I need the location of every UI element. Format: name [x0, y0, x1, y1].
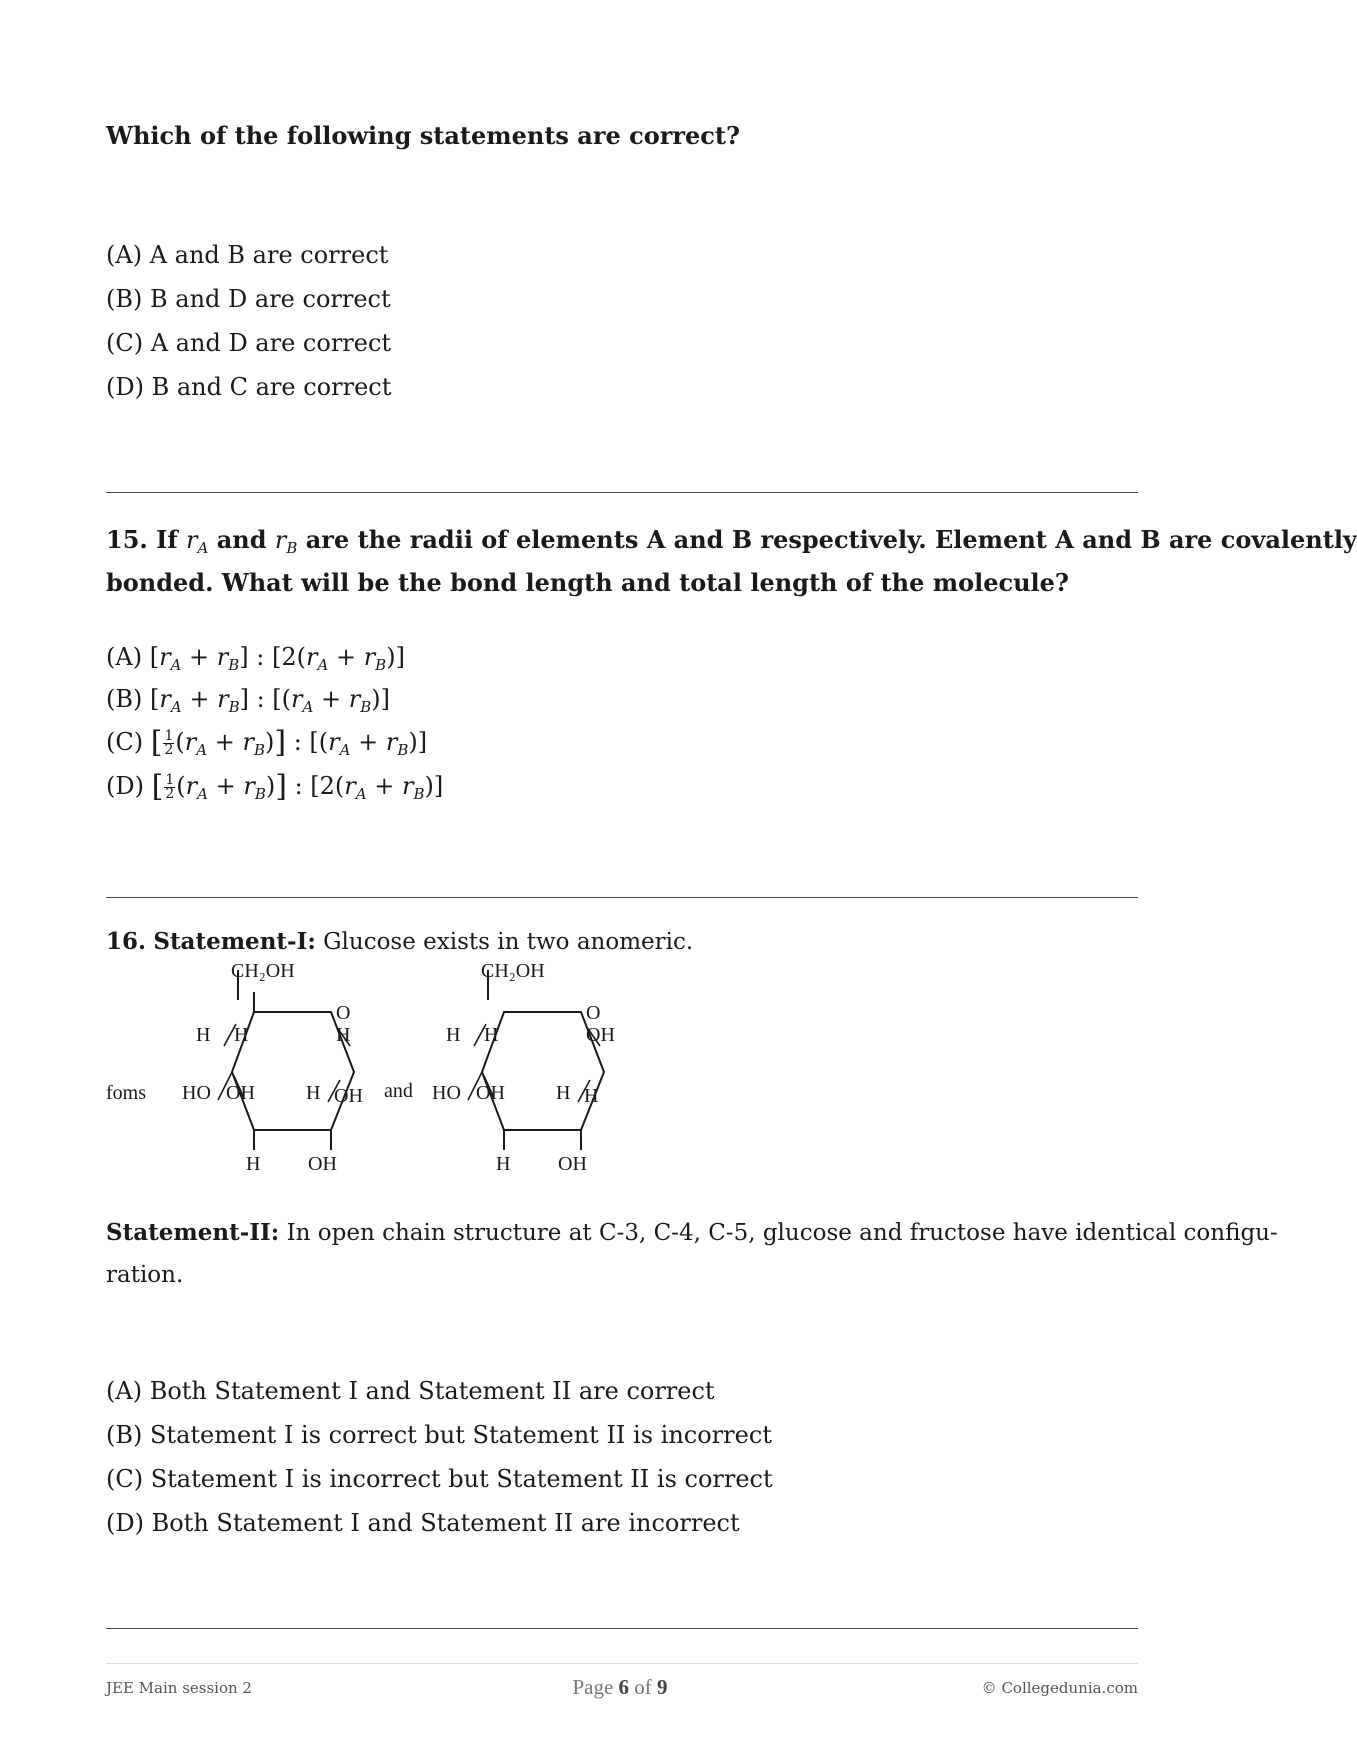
q16-statement-2-cont: ration. [106, 1262, 184, 1288]
svg-text:H: H [196, 1024, 211, 1046]
ring2-o: O [586, 1002, 601, 1024]
ring2-ch2oh: CH₂OH [481, 960, 545, 982]
svg-text:H: H [496, 1153, 511, 1175]
q14-option-c[interactable]: (C) A and D are correct [106, 329, 392, 357]
svg-text:HO: HO [432, 1082, 461, 1104]
q15-option-d[interactable]: (D) [ $\frac{1}{2}$ $(r_A + r_B)$] : $[2(r_A + r_B)]$ [106, 769, 444, 804]
svg-text:H: H [556, 1082, 571, 1104]
svg-text:H: H [584, 1085, 599, 1107]
q16-option-c[interactable]: (C) Statement I is incorrect but Statement II is correct [106, 1465, 773, 1493]
q16-option-a[interactable]: (A) Both Statement I and Statement II are correct [106, 1377, 715, 1405]
q15-rb: r [274, 526, 287, 554]
q15-prefix: If [156, 525, 178, 554]
q16-statement-2: Statement-II: In open chain structure at C-3, C-4, C-5, glucose and fructose have identical configu- [106, 1219, 1278, 1246]
q15-line1-rest: are the radii of elements A and B respectively. Element A and B are covalently [305, 525, 1357, 554]
ring1-ch2oh: CH₂OH [231, 960, 295, 982]
divider [106, 492, 1138, 493]
svg-text:OH: OH [226, 1082, 255, 1104]
q14-option-a[interactable]: (A) A and B are correct [106, 241, 389, 269]
footer-copyright: © Collegedunia.com [981, 1679, 1138, 1697]
svg-text:OH: OH [586, 1024, 615, 1046]
q16-statement-1: 16. Statement-I: Glucose exists in two anomeric. [106, 928, 694, 955]
svg-text:OH: OH [558, 1153, 587, 1175]
q14-option-b[interactable]: (B) B and D are correct [106, 285, 391, 313]
svg-text:OH: OH [476, 1082, 505, 1104]
svg-text:H: H [484, 1024, 499, 1046]
ring1-o: O [336, 1002, 351, 1024]
q15-number: 15. [106, 525, 148, 554]
page-indicator: Page 6 of 9 [572, 1675, 668, 1699]
glucose-anomers-diagram [106, 960, 666, 1180]
q15-option-a[interactable]: (A) $[r_A + r_B]$ : $[2(r_A + r_B)]$ [106, 643, 405, 674]
divider [106, 1628, 1138, 1629]
svg-text:OH: OH [334, 1085, 363, 1107]
q15-line2: bonded. What will be the bond length and total length of the molecule? [106, 568, 1069, 597]
q14-question: Which of the following statements are correct? [106, 121, 741, 150]
and-label: and [384, 1080, 413, 1102]
q15-and: and [216, 525, 267, 554]
q15-option-b[interactable]: (B) $[r_A + r_B]$ : $[(r_A + r_B)]$ [106, 685, 390, 716]
footer-divider [106, 1663, 1138, 1664]
svg-text:H: H [306, 1082, 321, 1104]
divider [106, 897, 1138, 898]
q15-question: 15. If $r_A$ and $r_B$ are the radii of elements A and B respectively. Element A and B are covalently [106, 525, 1357, 557]
svg-text:H: H [234, 1024, 249, 1046]
q14-option-d[interactable]: (D) B and C are correct [106, 373, 392, 401]
foms-label: foms [106, 1082, 146, 1104]
q15-ra: r [186, 526, 198, 554]
q16-option-d[interactable]: (D) Both Statement I and Statement II are incorrect [106, 1509, 740, 1537]
svg-text:H: H [446, 1024, 461, 1046]
q16-option-b[interactable]: (B) Statement I is correct but Statement II is incorrect [106, 1421, 772, 1449]
footer-exam-name: JEE Main session 2 [106, 1679, 252, 1697]
svg-text:HO: HO [182, 1082, 211, 1104]
q15-option-c[interactable]: (C) [ $\frac{1}{2}$ $(r_A + r_B)$] : $[(r_A + r_B)]$ [106, 725, 428, 760]
svg-text:H: H [336, 1024, 351, 1046]
svg-text:OH: OH [308, 1153, 337, 1175]
svg-text:H: H [246, 1153, 261, 1175]
